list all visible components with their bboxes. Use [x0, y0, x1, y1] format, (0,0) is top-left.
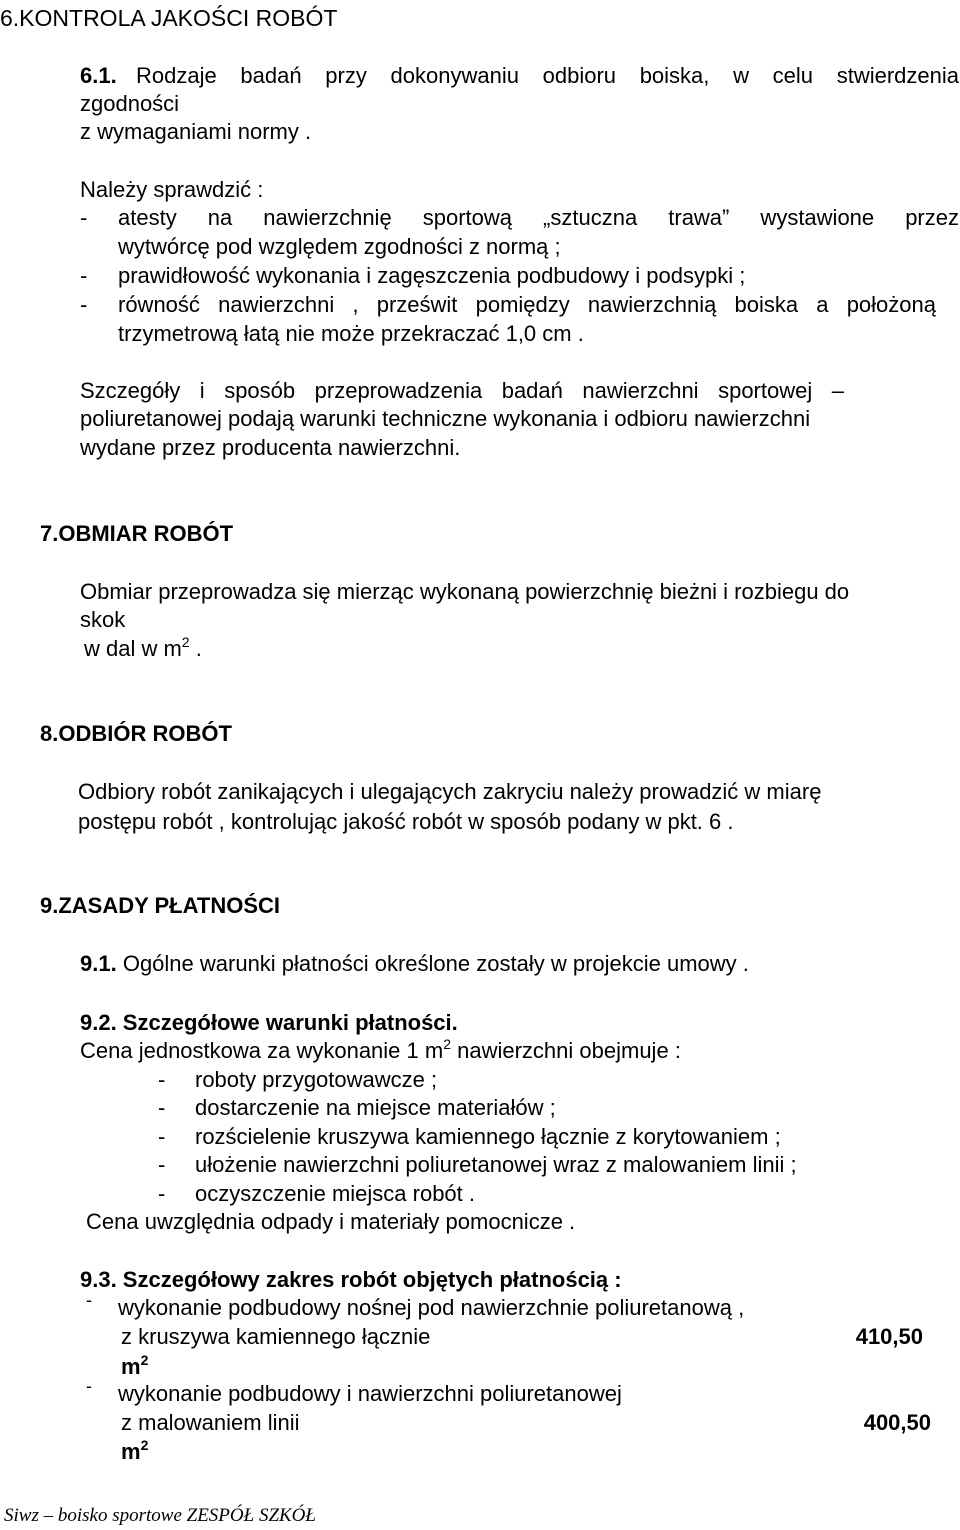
- price-outro: Cena uwzględnia odpady i materiały pomocnicze .: [86, 1209, 576, 1234]
- subsection-6-1-title: Rodzaje badań przy dokonywaniu odbioru boiska, w celu stwierdzenia: [136, 63, 959, 88]
- acceptance-line: Odbiory robót zanikających i ulegających zakryciu należy prowadzić w miarę: [78, 779, 822, 804]
- section-9-heading: 9.ZASADY PŁATNOŚCI: [40, 893, 280, 918]
- check-item-line: równość nawierzchni , prześwit pomiędzy nawierzchnią boiska a położoną: [118, 292, 936, 317]
- details-paragraph-line: wydane przez producenta nawierzchni.: [80, 435, 461, 460]
- details-paragraph-line: Szczegóły i sposób przeprowadzenia badań nawierzchni sportowej –: [80, 378, 844, 403]
- check-item-line: prawidłowość wykonania i zagęszczenia podbudowy i podsypki ;: [118, 263, 746, 288]
- subsection-6-1: [80, 62, 959, 90]
- price-item: ułożenie nawierzchni poliuretanowej wraz z malowaniem linii ;: [195, 1152, 797, 1177]
- price-item-dash: -: [158, 1067, 166, 1092]
- scope-item-line: wykonanie podbudowy nośnej pod nawierzchnie poliuretanową ,: [118, 1295, 745, 1320]
- scope-item-dash: -: [86, 1290, 92, 1310]
- scope-item-dash: -: [86, 1376, 92, 1396]
- subsection-9-2-heading: 9.2. Szczegółowe warunki płatności.: [80, 1010, 458, 1035]
- price-item: oczyszczenie miejsca robót .: [195, 1181, 475, 1206]
- price-item-dash: -: [158, 1124, 166, 1149]
- check-item-dash: -: [80, 263, 88, 288]
- acceptance-line: postępu robót , kontrolując jakość robót w sposób podany w pkt. 6 .: [78, 809, 734, 834]
- price-item: rozścielenie kruszywa kamiennego łącznie z korytowaniem ;: [195, 1124, 781, 1149]
- scope-item-line: wykonanie podbudowy i nawierzchni poliuretanowej: [118, 1381, 622, 1406]
- section-8-heading: 8.ODBIÓR ROBÓT: [40, 721, 232, 746]
- subsection-6-1-number: 6.1.: [80, 63, 117, 88]
- price-item-dash: -: [158, 1152, 166, 1177]
- scope-item-unit: $m^2$: [121, 1352, 149, 1379]
- scope-item-line: z kruszywa kamiennego łącznie: [121, 1324, 431, 1349]
- price-item: roboty przygotowawcze ;: [195, 1067, 438, 1092]
- check-item-line: atesty na nawierzchnię sportową „sztuczna trawa” wystawione przez: [118, 205, 959, 230]
- subsection-9-1: 9.1. Ogólne warunki płatności określone zostały w projekcie umowy .: [80, 951, 749, 976]
- check-item-line: wytwórcę pod względem zgodności z normą ;: [118, 234, 561, 259]
- price-item: dostarczenie na miejsce materiałów ;: [195, 1095, 556, 1120]
- scope-item-unit: $m^2$: [121, 1437, 149, 1464]
- subsection-9-3-heading: 9.3. Szczegółowy zakres robót objętych płatnością :: [80, 1267, 622, 1292]
- measurement-line: Obmiar przeprowadza się mierząc wykonaną powierzchnię bieżni i rozbiegu do: [80, 579, 850, 604]
- section-7-heading: 7.OBMIAR ROBÓT: [40, 521, 234, 546]
- measurement-line: skok: [80, 607, 126, 632]
- check-item-dash: -: [80, 292, 88, 317]
- details-paragraph-line: poliuretanowej podają warunki techniczne wykonania i odbioru nawierzchni: [80, 406, 811, 431]
- check-item-line: trzymetrową łatą nie może przekraczać 1,0 cm .: [118, 321, 584, 346]
- scope-item-value: 410,50: [855, 1324, 923, 1349]
- price-item-dash: -: [158, 1181, 166, 1206]
- price-item-dash: -: [158, 1095, 166, 1120]
- subsection-6-1-line2: zgodności: [80, 91, 180, 116]
- price-intro: Cena jednostkowa za wykonanie 1 $m^2$ nawierzchni obejmuje :: [80, 1036, 681, 1063]
- check-intro: Należy sprawdzić :: [80, 177, 264, 202]
- check-item-dash: -: [80, 205, 88, 230]
- scope-item-line: z malowaniem linii: [121, 1410, 300, 1435]
- measurement-line: w dal w $m^2$ .: [84, 634, 202, 661]
- page-footer: Siwz – boisko sportowe ZESPÓŁ SZKÓŁ: [4, 1505, 316, 1526]
- scope-item-value: 400,50: [863, 1410, 931, 1435]
- section-6-heading: 6.KONTROLA JAKOŚCI ROBÓT: [0, 5, 338, 31]
- subsection-6-1-line3: z wymaganiami normy .: [80, 119, 312, 144]
